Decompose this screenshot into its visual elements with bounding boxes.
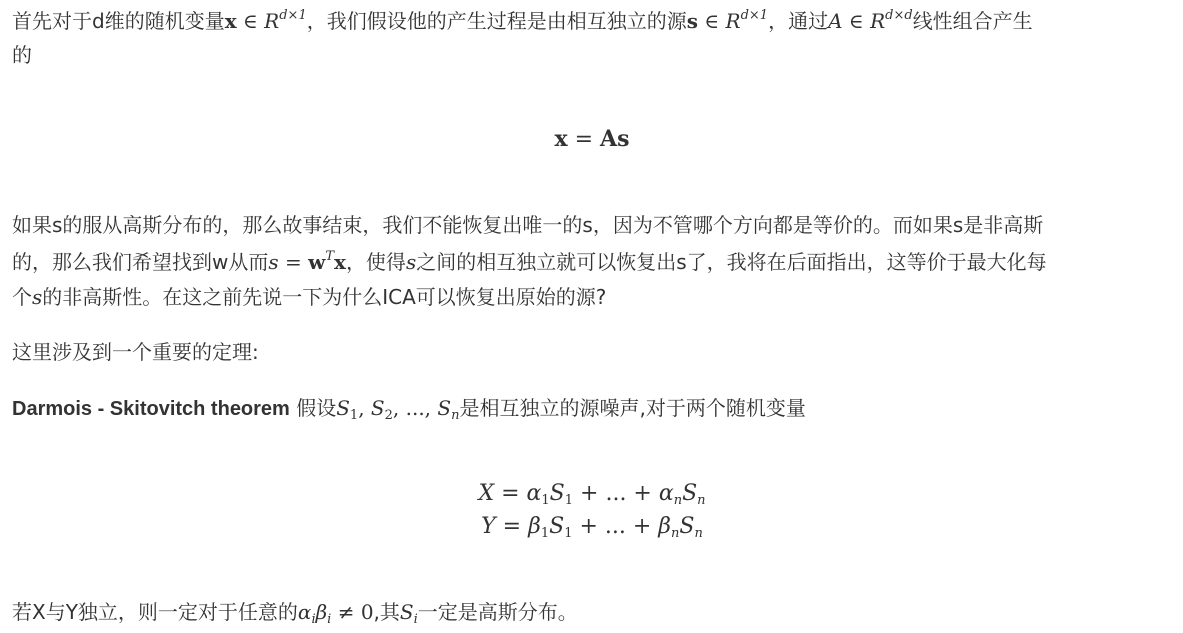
math-subscript: 1 xyxy=(349,408,359,423)
paragraph-intro-line-1 xyxy=(12,6,1033,36)
math-alpha: α xyxy=(658,481,674,506)
math-s: s xyxy=(268,250,279,274)
equation-row-Y xyxy=(12,510,1172,543)
math-alpha: α xyxy=(526,481,542,506)
math-subscript: 1 xyxy=(540,526,550,541)
text: 的非高斯性。在这之前先说一下为什么ICA可以恢复出原始的源? xyxy=(42,285,607,309)
text: ，使得 xyxy=(345,250,406,274)
paragraph-theorem-intro xyxy=(12,337,259,367)
math-subscript: 1 xyxy=(541,493,550,508)
math-superscript: d×1 xyxy=(279,8,307,23)
text: 个 xyxy=(12,285,32,309)
math-subscript: n xyxy=(671,526,680,541)
math-subscript: i xyxy=(327,612,332,627)
math-S: S xyxy=(370,396,385,420)
text: ，通过 xyxy=(768,9,829,33)
math-transpose: T xyxy=(325,249,334,264)
math-subscript: 1 xyxy=(564,493,574,508)
math-subscript: 2 xyxy=(384,408,393,423)
text: 的 xyxy=(12,43,32,67)
paragraph-intro-line-2 xyxy=(12,40,32,70)
text: 这里涉及到一个重要的定理: xyxy=(12,340,259,364)
math-x-vector: x xyxy=(224,9,237,33)
text: 首先对于d维的随机变量 xyxy=(12,9,225,33)
math-beta: β xyxy=(528,514,541,539)
equation-x-equals-As xyxy=(12,126,1172,152)
text: 一定是高斯分布。 xyxy=(417,600,578,624)
text: 线性组合产生 xyxy=(912,9,1033,33)
math-equals: = xyxy=(494,481,527,506)
text: 之间的相互独立就可以恢复出s了，我将在后面指出，这等价于最大化每 xyxy=(416,250,1047,274)
equation-row-X xyxy=(12,477,1172,510)
math-s-vector: s xyxy=(686,9,698,33)
math-superscript: d×1 xyxy=(740,8,769,23)
math-subscript: i xyxy=(311,612,316,627)
math-S: S xyxy=(679,514,695,539)
math-in-symbol: ∈ xyxy=(243,9,258,33)
math-x-vector: x xyxy=(334,250,346,274)
equation-linear-combinations xyxy=(12,477,1172,543)
paragraph-theorem-conclusion xyxy=(12,597,578,627)
math-As: As xyxy=(600,126,630,152)
math-S: S xyxy=(549,514,565,539)
math-alpha: α xyxy=(297,600,312,624)
paragraph-gaussian-line-2 xyxy=(12,247,1047,277)
math-plus-dots: + ... + xyxy=(572,514,659,539)
math-in-symbol: ∈ xyxy=(848,9,864,33)
math-equals: = xyxy=(284,250,302,274)
math-subscript: n xyxy=(451,408,460,423)
paragraph-gaussian-line-1 xyxy=(12,210,1043,240)
text: ,其 xyxy=(373,600,400,624)
math-subscript: i xyxy=(413,612,418,627)
paragraph-gaussian-line-3 xyxy=(12,282,606,312)
math-w: w xyxy=(308,250,326,274)
theorem-name: Darmois - Skitovitch theorem xyxy=(12,398,290,420)
math-subscript: 1 xyxy=(564,526,573,541)
text: 若X与Y独立，则一定对于任意的 xyxy=(12,600,298,624)
math-s: s xyxy=(32,285,43,309)
text: 是相互独立的源噪声,对于两个随机变量 xyxy=(459,396,806,420)
math-in-symbol: ∈ xyxy=(704,9,720,33)
math-comma: , xyxy=(358,396,371,420)
math-S: S xyxy=(549,481,565,506)
math-X: X xyxy=(478,481,495,506)
math-subscript: n xyxy=(694,526,703,541)
math-plus-dots: + ... + xyxy=(573,481,659,506)
text: 的，那么我们希望找到w从而 xyxy=(12,250,269,274)
math-S: S xyxy=(399,600,414,624)
math-subscript: n xyxy=(673,493,683,508)
math-R: R xyxy=(264,9,280,33)
math-equals: = xyxy=(495,514,529,539)
math-S: S xyxy=(437,396,452,420)
math-neq-zero: ≠ 0 xyxy=(331,600,374,624)
math-beta: β xyxy=(658,514,672,539)
math-x-vector: x xyxy=(554,126,568,152)
paragraph-theorem-statement xyxy=(12,393,806,424)
math-Y: Y xyxy=(481,514,496,539)
math-S: S xyxy=(682,481,698,506)
math-s: s xyxy=(405,250,417,274)
math-R: R xyxy=(725,9,741,33)
text: 假设 xyxy=(289,396,337,420)
text: 如果s的服从高斯分布的，那么故事结束，我们不能恢复出唯一的s，因为不管哪个方向都是等价的。而如果s是非高斯 xyxy=(12,213,1044,237)
math-dots: , ..., xyxy=(392,396,438,420)
math-beta: β xyxy=(315,600,328,624)
math-R: R xyxy=(870,9,886,33)
math-subscript: n xyxy=(697,493,706,508)
math-superscript: d×d xyxy=(885,8,913,23)
math-A: A xyxy=(828,9,843,33)
math-S: S xyxy=(336,396,350,420)
text: ，我们假设他的产生过程是由相互独立的源 xyxy=(306,9,687,33)
math-equals: = xyxy=(574,127,594,152)
